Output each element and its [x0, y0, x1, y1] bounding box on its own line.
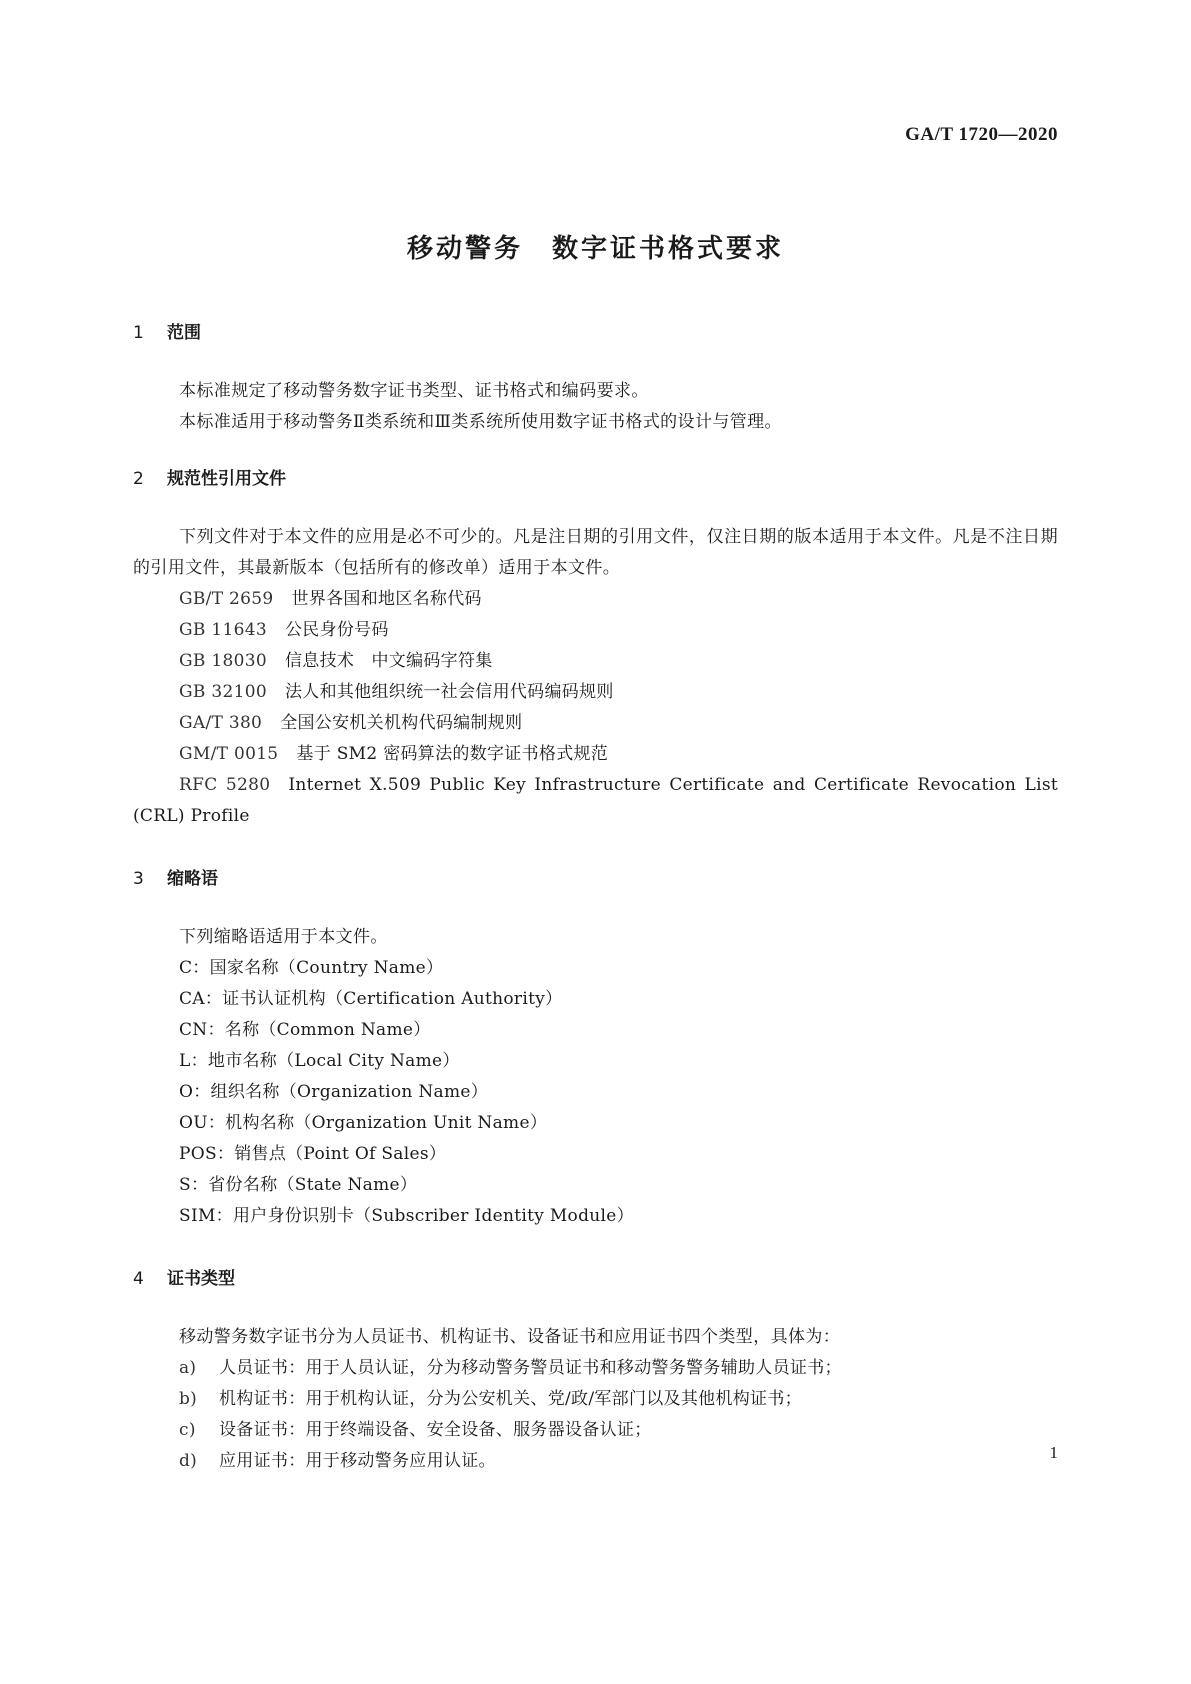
- list-item-label: a): [179, 1358, 197, 1378]
- page-number: 1: [1049, 1443, 1058, 1462]
- section-number: 2: [133, 469, 144, 489]
- abbreviation-item: POS：销售点（Point Of Sales）: [179, 1144, 447, 1164]
- document-body: [133, 322, 1058, 1477]
- section-heading: [133, 468, 1058, 490]
- reference-code: GB 11643: [179, 620, 267, 640]
- reference-code: GB 32100: [179, 682, 267, 702]
- reference-title: 公民身份号码: [284, 620, 389, 640]
- reference-title: 基于 SM2 密码算法的数字证书格式规范: [296, 744, 609, 764]
- list-item: [133, 1415, 1058, 1446]
- section-title: 缩略语: [167, 869, 218, 889]
- list-item-text: 应用证书：用于移动警务应用认证。: [219, 1451, 496, 1471]
- reference-title: 世界各国和地区名称代码: [291, 589, 482, 609]
- reference-code: GA/T 380: [179, 713, 263, 733]
- reference-code: GB/T 2659: [179, 589, 274, 609]
- section-number: 4: [133, 1269, 144, 1289]
- reference-item: [133, 708, 1058, 739]
- paragraph: 移动警务数字证书分为人员证书、机构证书、设备证书和应用证书四个类型，具体为：: [179, 1327, 841, 1347]
- reference-item: [133, 739, 1058, 770]
- abbreviation-item: CA：证书认证机构（Certification Authority）: [179, 989, 563, 1009]
- list-item-label: b): [179, 1389, 198, 1409]
- reference-title: 全国公安机关机构代码编制规则: [280, 713, 523, 733]
- reference-title: Internet X.509 Public Key Infrastructure Certificate and Certificate Revocation List (CRL) Profile: [133, 775, 1058, 826]
- section-title: 证书类型: [167, 1269, 235, 1289]
- paragraph: 下列文件对于本文件的应用是必不可少的。凡是注日期的引用文件，仅注日期的版本适用于本文件。凡是不注日期的引用文件，其最新版本（包括所有的修改单）适用于本文件。: [133, 527, 1058, 578]
- list-item-text: 人员证书：用于人员认证，分为移动警务警员证书和移动警务警务辅助人员证书；: [219, 1358, 842, 1378]
- section-title: 范围: [167, 323, 201, 343]
- section-title: 规范性引用文件: [167, 469, 286, 489]
- document-title: 移动警务 数字证书格式要求: [406, 234, 784, 264]
- section-number: 1: [133, 323, 144, 343]
- list-item: [133, 1446, 1058, 1477]
- section-abbreviations: [133, 868, 1058, 1232]
- paragraph: 本标准规定了移动警务数字证书类型、证书格式和编码要求。: [179, 381, 649, 401]
- abbreviation-item: S：省份名称（State Name）: [179, 1175, 418, 1195]
- list-item: [133, 1353, 1058, 1384]
- abbreviation-item: SIM：用户身份识别卡（Subscriber Identity Module）: [179, 1206, 634, 1226]
- reference-item: [133, 770, 1058, 832]
- reference-item: [133, 646, 1058, 677]
- list-item-text: 设备证书：用于终端设备、安全设备、服务器设备认证；: [219, 1420, 652, 1440]
- list-item: [133, 1384, 1058, 1415]
- section-number: 3: [133, 869, 144, 889]
- list-item-label: c): [179, 1420, 196, 1440]
- paragraph: 本标准适用于移动警务Ⅱ类系统和Ⅲ类系统所使用数字证书格式的设计与管理。: [179, 412, 782, 432]
- paragraph: 下列缩略语适用于本文件。: [179, 927, 388, 947]
- reference-item: [133, 615, 1058, 646]
- abbreviation-item: C：国家名称（Country Name）: [179, 958, 444, 978]
- abbreviation-item: CN：名称（Common Name）: [179, 1020, 431, 1040]
- section-certificate-types: [133, 1268, 1058, 1477]
- section-scope: [133, 322, 1058, 438]
- abbreviation-item: L：地市名称（Local City Name）: [179, 1051, 460, 1071]
- section-heading: [133, 868, 1058, 890]
- reference-title: 信息技术 中文编码字符集: [284, 651, 493, 671]
- abbreviation-item: OU：机构名称（Organization Unit Name）: [179, 1113, 548, 1133]
- section-heading: [133, 322, 1058, 344]
- list-item-text: 机构证书：用于机构认证，分为公安机关、党/政/军部门以及其他机构证书；: [219, 1389, 802, 1409]
- reference-item: [133, 677, 1058, 708]
- standard-code: GA/T 1720—2020: [905, 124, 1058, 145]
- section-heading: [133, 1268, 1058, 1290]
- reference-item: [133, 584, 1058, 615]
- reference-code: RFC 5280: [179, 775, 271, 795]
- list-item-label: d): [179, 1451, 198, 1471]
- reference-title: 法人和其他组织统一社会信用代码编码规则: [284, 682, 614, 702]
- reference-code: GM/T 0015: [179, 744, 279, 764]
- abbreviation-item: O：组织名称（Organization Name）: [179, 1082, 489, 1102]
- reference-code: GB 18030: [179, 651, 267, 671]
- section-normative-references: [133, 468, 1058, 832]
